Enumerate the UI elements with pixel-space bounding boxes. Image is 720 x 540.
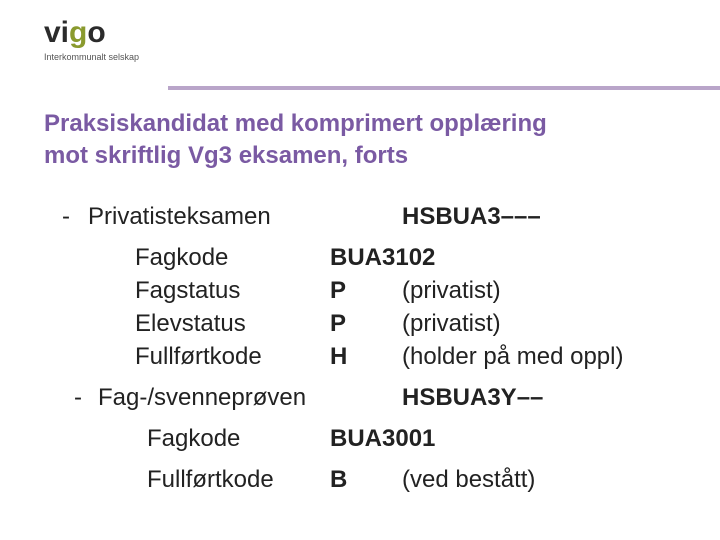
section-1-row-2-value: P	[330, 277, 347, 304]
section-1-row-4-note: (holder på med oppl)	[402, 343, 624, 370]
logo-text-suffix: o	[87, 16, 106, 49]
slide-title-line-1: Praksiskandidat med komprimert opplæring	[44, 110, 547, 137]
section-2-row-1-value: BUA3001	[330, 425, 436, 452]
section-1-row-4-value: H	[330, 343, 348, 370]
section-2-row-2-note: (ved bestått)	[402, 466, 536, 493]
section-2-heading: Fag-/svenneprøven	[98, 384, 307, 411]
section-1-row-2-label: Fagstatus	[135, 277, 241, 304]
slide-title-line-2: mot skriftlig Vg3 eksamen, forts	[44, 142, 409, 169]
section-1-row-3-note: (privatist)	[402, 310, 501, 337]
section-1-row-3-label: Elevstatus	[135, 310, 246, 337]
section-1-code: HSBUA3–––	[402, 203, 541, 230]
section-2-code: HSBUA3Y––	[402, 384, 544, 411]
section-2-row-2-value: B	[330, 466, 348, 493]
section-1-bullet: -	[62, 203, 70, 230]
section-1-heading: Privatisteksamen	[88, 203, 271, 230]
logo-tagline: Interkommunalt selskap	[44, 52, 140, 62]
section-1-row-3-value: P	[330, 310, 347, 337]
section-1-row-4-label: Fullførtkode	[135, 343, 262, 370]
section-2-row-1-label: Fagkode	[147, 425, 241, 452]
section-1-row-1-value: BUA3102	[330, 244, 436, 271]
section-2-bullet: -	[74, 384, 82, 411]
logo-text-accent: g	[69, 16, 88, 49]
section-1-row-1-label: Fagkode	[135, 244, 229, 271]
section-2-row-2-label: Fullførtkode	[147, 466, 274, 493]
logo-text-prefix: vi	[44, 16, 70, 49]
section-1-row-2-note: (privatist)	[402, 277, 501, 304]
